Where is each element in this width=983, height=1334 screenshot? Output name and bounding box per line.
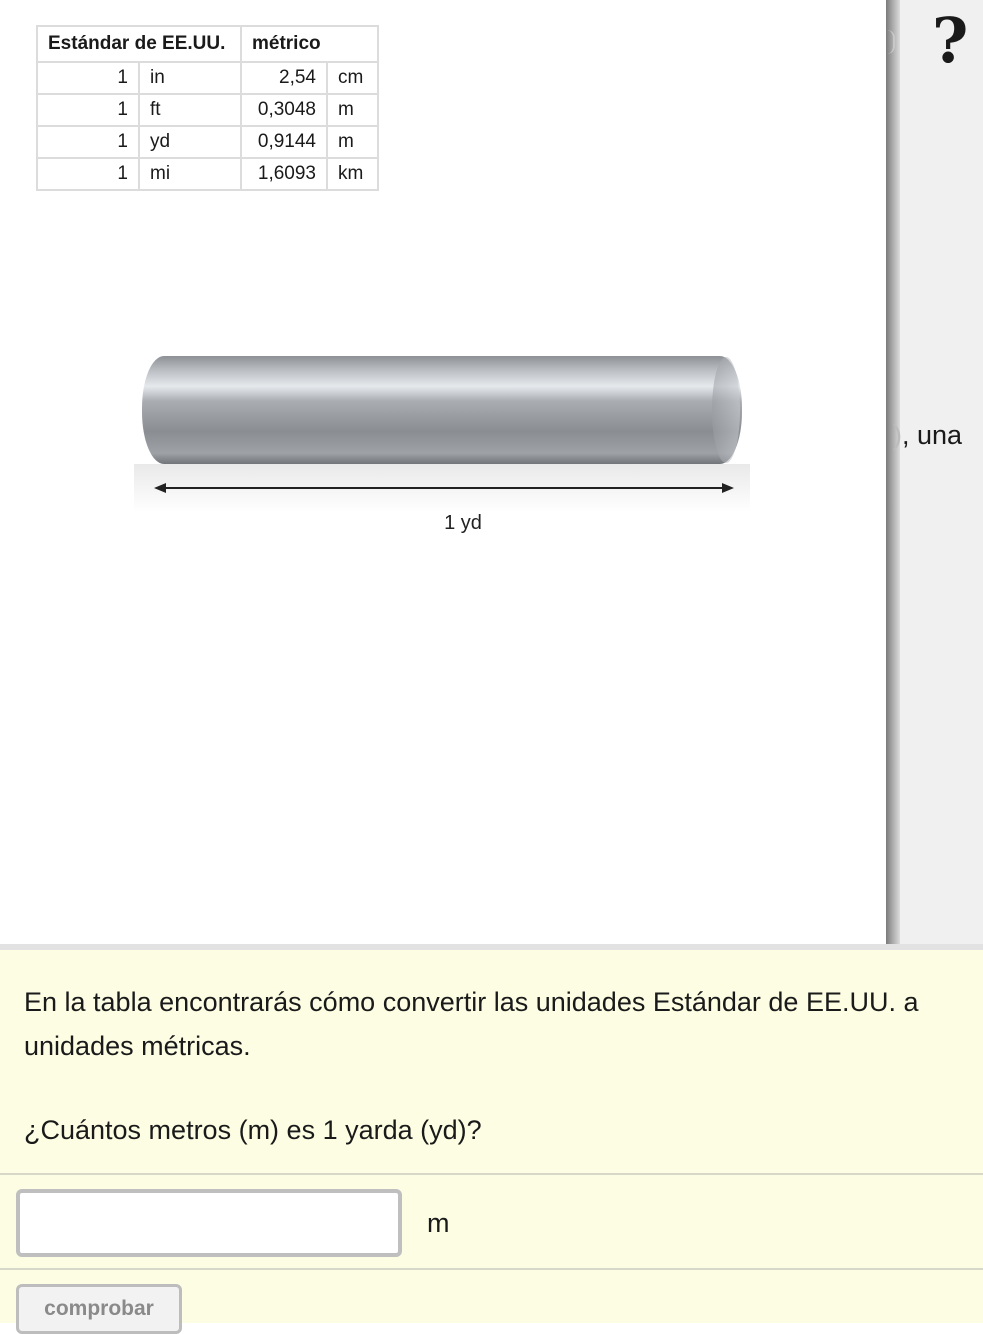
side-panel bbox=[886, 0, 983, 950]
side-text-fragment bbox=[893, 420, 962, 451]
metric-value-cell: 1,6093 bbox=[241, 158, 327, 190]
table-row bbox=[37, 94, 378, 126]
answer-input[interactable] bbox=[16, 1189, 402, 1257]
us-unit-cell: yd bbox=[139, 126, 241, 158]
metric-unit-cell: m bbox=[327, 94, 378, 126]
us-unit-cell: in bbox=[139, 62, 241, 94]
us-qty-cell: 1 bbox=[37, 94, 139, 126]
metric-value-cell: 2,54 bbox=[241, 62, 327, 94]
cylinder-image bbox=[134, 342, 750, 512]
us-qty-cell: 1 bbox=[37, 62, 139, 94]
metric-header: métrico bbox=[241, 26, 378, 62]
question-text: ¿Cuántos metros (m) es 1 yarda (yd)? bbox=[24, 1115, 482, 1145]
metric-value-cell: 0,3048 bbox=[241, 94, 327, 126]
divider bbox=[0, 1173, 983, 1175]
metric-unit-cell: m bbox=[327, 126, 378, 158]
side-panel-shadow bbox=[886, 0, 900, 950]
cylinder-end-cap bbox=[712, 357, 740, 463]
us-qty-cell: 1 bbox=[37, 158, 139, 190]
us-qty-cell: 1 bbox=[37, 126, 139, 158]
check-button[interactable]: comprobar bbox=[16, 1284, 182, 1334]
metric-unit-cell: cm bbox=[327, 62, 378, 94]
paren-fragment: ) bbox=[893, 420, 902, 450]
dimension-label: 1 yd bbox=[444, 512, 482, 534]
metric-value-cell: 0,9144 bbox=[241, 126, 327, 158]
table-header-row bbox=[37, 26, 378, 62]
cylinder-body bbox=[142, 356, 742, 464]
fragment-text: , una bbox=[902, 420, 963, 450]
table-row bbox=[37, 158, 378, 190]
us-unit-cell: mi bbox=[139, 158, 241, 190]
metric-unit-cell: km bbox=[327, 158, 378, 190]
table-row bbox=[37, 62, 378, 94]
table-row bbox=[37, 126, 378, 158]
question-panel bbox=[0, 944, 983, 1323]
answer-unit-label: m bbox=[427, 1208, 450, 1238]
conversion-table bbox=[36, 25, 379, 191]
instruction-text: En la tabla encontrarás cómo convertir las unidades Estándar de EE.UU. a unidades métricas. bbox=[24, 987, 919, 1061]
us-standard-header: Estándar de EE.UU. bbox=[37, 26, 241, 62]
us-unit-cell: ft bbox=[139, 94, 241, 126]
divider bbox=[0, 1268, 983, 1270]
help-icon[interactable]: ? bbox=[932, 4, 969, 77]
